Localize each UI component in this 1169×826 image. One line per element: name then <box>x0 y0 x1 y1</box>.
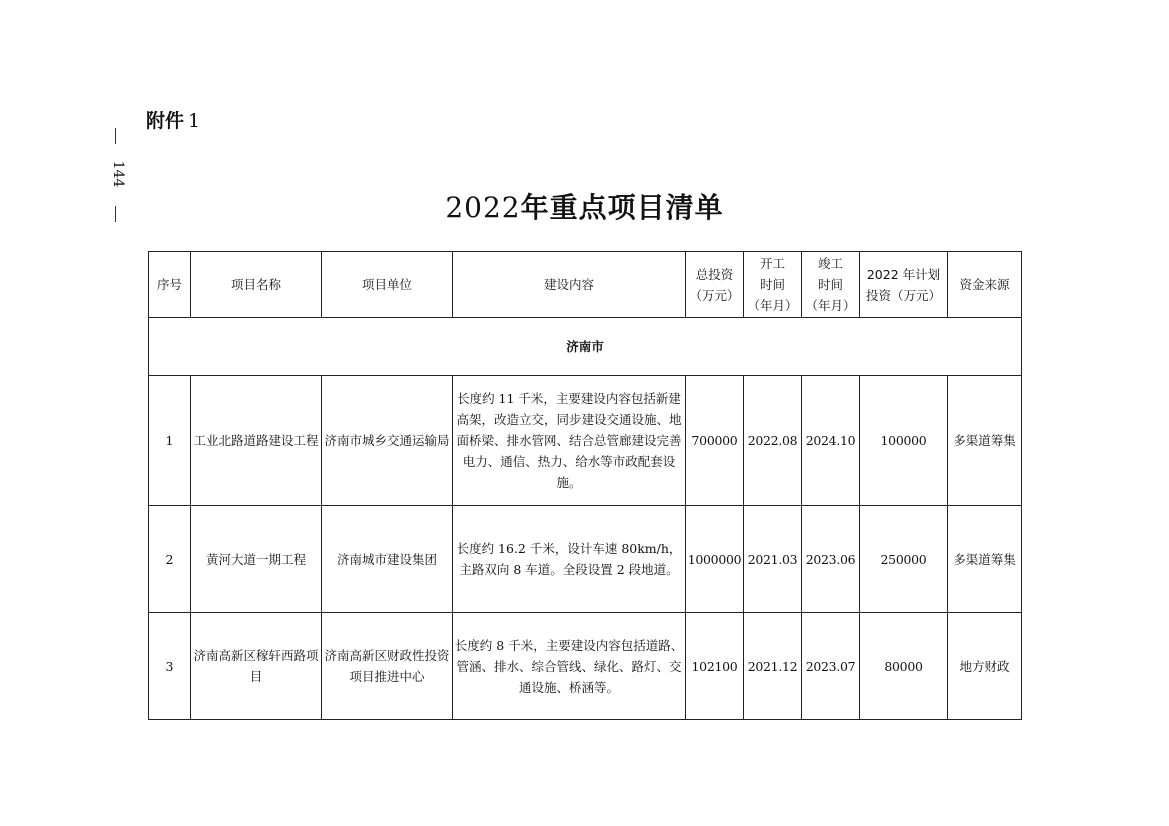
cell-name: 工业北路道路建设工程 <box>191 376 322 506</box>
header-end-line3: （年月） <box>805 298 856 313</box>
cell-fund: 多渠道筹集 <box>948 506 1022 613</box>
header-start-line2: 时间 <box>759 277 785 292</box>
cell-end: 2023.06 <box>802 506 860 613</box>
cell-plan: 250000 <box>860 506 948 613</box>
cell-seq: 1 <box>149 376 191 506</box>
cell-plan: 80000 <box>860 613 948 720</box>
cell-start: 2021.03 <box>744 506 802 613</box>
header-content: 建设内容 <box>453 252 686 318</box>
cell-seq: 3 <box>149 613 191 720</box>
header-invest-line1: 总投资 <box>695 266 734 282</box>
title-year: 2022 <box>445 191 521 224</box>
cell-unit: 济南高新区财政性投资项目推进中心 <box>322 613 453 720</box>
cell-seq: 2 <box>149 506 191 613</box>
header-plan <box>860 252 948 318</box>
header-fund: 资金来源 <box>948 252 1022 318</box>
cell-plan: 100000 <box>860 376 948 506</box>
title-text: 年重点项目清单 <box>520 191 724 224</box>
cell-name: 黄河大道一期工程 <box>191 506 322 613</box>
cell-unit: 济南市城乡交通运输局 <box>322 376 453 506</box>
page-number-dash-top <box>115 128 116 144</box>
cell-name: 济南高新区稼轩西路项目 <box>191 613 322 720</box>
cell-content: 长度约 8 千米，主要建设内容包括道路、管涵、排水、综合管线、绿化、路灯、交通设施、桥涵等。 <box>453 613 686 720</box>
cell-start: 2022.08 <box>744 376 802 506</box>
table-row <box>149 506 1022 613</box>
attachment-number: 1 <box>188 110 201 132</box>
header-seq: 序号 <box>149 252 191 318</box>
cell-end: 2024.10 <box>802 376 860 506</box>
page-number: 144 <box>110 160 126 188</box>
header-name: 项目名称 <box>191 252 322 318</box>
header-plan-line2: 投资（万元） <box>865 287 941 303</box>
page-title <box>0 186 1169 226</box>
header-invest <box>686 252 744 318</box>
cell-content: 长度约 11 千米，主要建设内容包括新建高架，改造立交，同步建设交通设施、地面桥梁、排水管网、结合总管廊建设完善电力、通信、热力、给水等市政配套设施。 <box>453 376 686 506</box>
cell-invest: 700000 <box>686 376 744 506</box>
header-unit: 项目单位 <box>322 252 453 318</box>
attachment-label <box>146 106 200 133</box>
cell-content: 长度约 16.2 千米，设计车速 80km/h，主路双向 8 车道。全段设置 2 段地道。 <box>453 506 686 613</box>
table-row <box>149 376 1022 506</box>
cell-fund: 多渠道筹集 <box>948 376 1022 506</box>
table-row <box>149 613 1022 720</box>
header-start <box>744 252 802 318</box>
attachment-text: 附件 <box>146 110 185 132</box>
project-table <box>148 251 1022 720</box>
cell-end: 2023.07 <box>802 613 860 720</box>
header-invest-line2: （万元） <box>689 287 740 303</box>
header-end-line1: 竣工 <box>817 256 843 271</box>
region-label: 济南市 <box>149 318 1022 376</box>
header-end-line2: 时间 <box>817 277 843 292</box>
cell-start: 2021.12 <box>744 613 802 720</box>
region-row <box>149 318 1022 376</box>
header-start-line1: 开工 <box>759 256 785 271</box>
cell-unit: 济南城市建设集团 <box>322 506 453 613</box>
cell-invest: 1000000 <box>686 506 744 613</box>
header-plan-line1: 2022 年计划 <box>866 266 941 282</box>
cell-fund: 地方财政 <box>948 613 1022 720</box>
table-header-row <box>149 252 1022 318</box>
header-start-line3: （年月） <box>747 298 798 313</box>
cell-invest: 102100 <box>686 613 744 720</box>
header-end <box>802 252 860 318</box>
